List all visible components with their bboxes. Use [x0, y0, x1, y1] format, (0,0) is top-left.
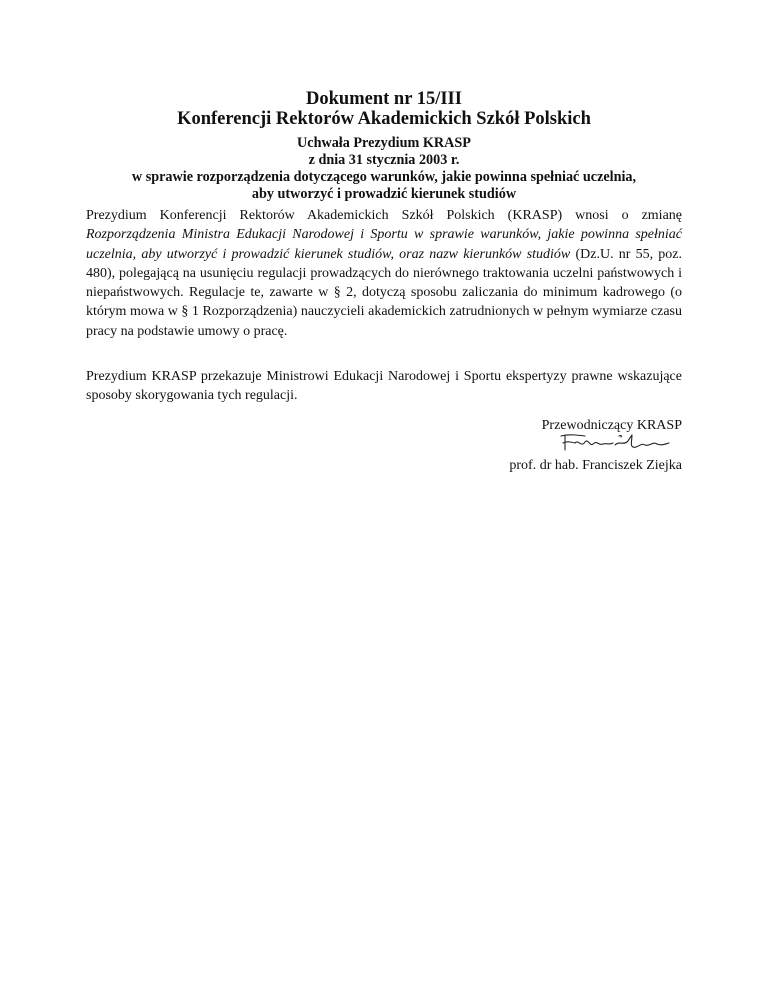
body-paragraph-2: Prezydium KRASP przekazuje Ministrowi Edukacji Narodowej i Sportu ekspertyzy prawne wskazujące sposoby skorygowania tych regulacji. — [86, 369, 682, 404]
resolution-subject-line2: aby utworzyć i prowadzić kierunek studiów — [251, 186, 517, 202]
document-issuer: Konferencji Rektorów Akademickich Szkół Polskich — [177, 109, 591, 129]
signatory-name: prof. dr hab. Franciszek Ziejka — [509, 458, 682, 473]
paragraph1-intro: Prezydium Konferencji Rektorów Akademickich Szkół Polskich (KRASP) wnosi o zmianę — [86, 208, 682, 223]
handwritten-signature — [555, 432, 675, 454]
resolution-date: z dnia 31 stycznia 2003 r. — [308, 152, 460, 168]
signatory-role: Przewodniczący KRASP — [541, 418, 682, 433]
resolution-subject-line1: w sprawie rozporządzenia dotyczącego warunków, jakie powinna spełniać uczelnia, — [131, 169, 637, 185]
paragraph1-rest: (Dz.U. nr 55, poz. 480), polegającą na usunięciu regulacji prowadzących do nierównego traktowania uczelni państwowych i niepaństwowych. Regulacje te, zawarte w § 2, dotyczą sposobu zaliczania do minimum kadrowego (o którym mowa w § 1 Rozporządzenia) nauczycieli akademickich zatrudnionych w pełnym wymiarze czasu pracy na podstawie umowy o pracę. — [86, 246, 682, 339]
body-paragraph-1 — [86, 206, 682, 341]
regulation-title: Rozporządzenia Ministra Edukacji Narodowej i Sportu w sprawie warunków, jakie powinna spełniać uczelnia, aby utworzyć i prowadzić kierunek studiów, oraz nazw kierunków studiów — [86, 227, 682, 262]
document-title: Dokument nr 15/III — [306, 89, 462, 109]
resolution-title: Uchwała Prezydium KRASP — [297, 135, 471, 151]
